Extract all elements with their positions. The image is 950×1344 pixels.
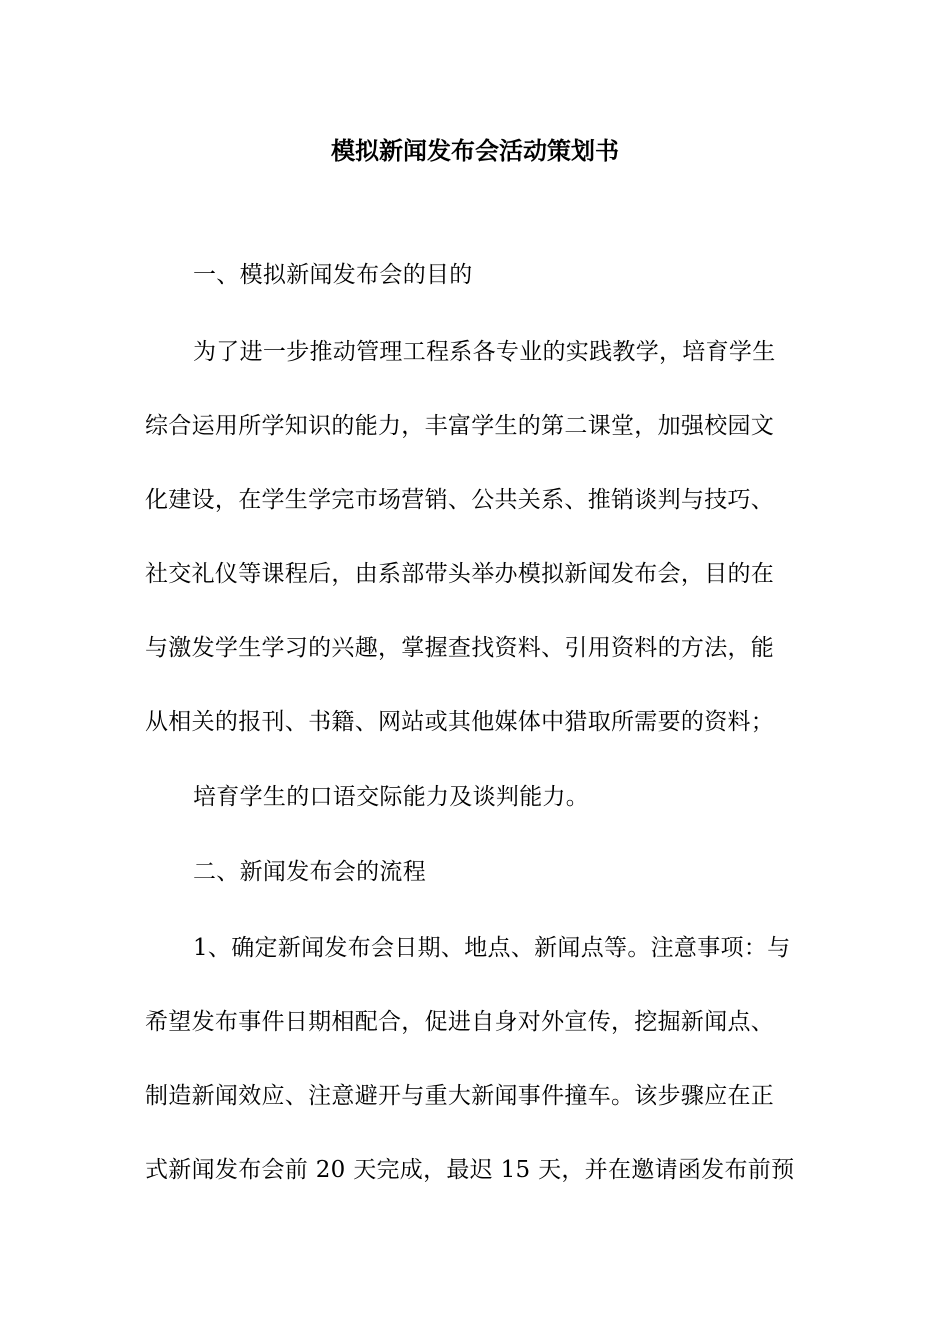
paragraph-line: 与激发学生学习的兴趣，掌握查找资料、引用资料的方法，能 [145, 635, 775, 661]
paragraph-line: 社交礼仪等课程后，由系部带头举办模拟新闻发布会，目的在 [145, 561, 775, 587]
section-heading-purpose: 一、模拟新闻发布会的目的 [193, 262, 473, 288]
paragraph-line: 制造新闻效应、注意避开与重大新闻事件撞车。该步骤应在正 [145, 1083, 775, 1109]
paragraph-line: 从相关的报刊、书籍、网站或其他媒体中猎取所需要的资料； [145, 709, 775, 735]
paragraph-line: 为了进一步推动管理工程系各专业的实践教学，培育学生 [193, 339, 776, 365]
paragraph-line: 1、确定新闻发布会日期、地点、新闻点等。注意事项：与 [193, 935, 791, 961]
paragraph-line: 综合运用所学知识的能力，丰富学生的第二课堂，加强校园文 [145, 413, 775, 439]
paragraph-line: 希望发布事件日期相配合，促进自身对外宣传，挖掘新闻点、 [145, 1009, 775, 1035]
document-title: 模拟新闻发布会活动策划书 [331, 136, 619, 165]
paragraph-line: 培育学生的口语交际能力及谈判能力。 [193, 784, 590, 810]
section-heading-process: 二、新闻发布会的流程 [193, 859, 426, 885]
paragraph-line: 化建设，在学生学完市场营销、公共关系、推销谈判与技巧、 [145, 487, 775, 513]
paragraph-line: 式新闻发布会前 20 天完成，最迟 15 天，并在邀请函发布前预 [145, 1157, 795, 1183]
